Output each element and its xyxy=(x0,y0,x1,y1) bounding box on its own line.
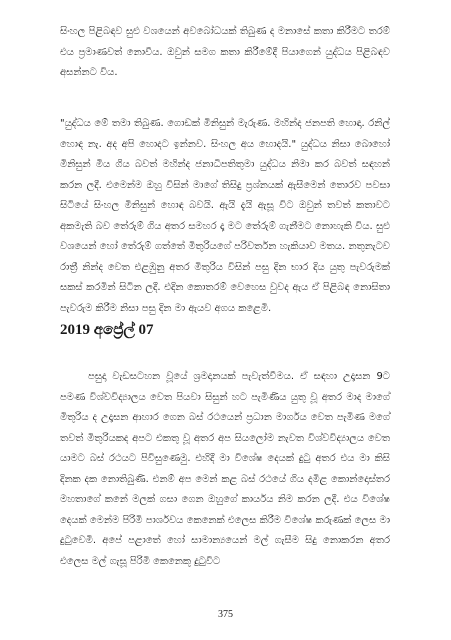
date-heading: 2019 අප්‍රේල් 07 xyxy=(60,322,154,338)
paragraph-quote: "යුද්ධය මේ තමා තිබුණ. ගොඩක් මිනිසුන් මැරුණ. මහින්ද ජනපති හොඳා. රනිල් හොඳ නැ. අද අපි හොදට ඉන්නව. සිංහල අය හොදයි." යුද්ධය නිසා බොහෝ මිනිසුන් මිය ගිය බවත් මහින්ද ජනාධිපතිතුමා යුද්ධය නිමා කර බවත් සඳහන් කරන ලදී. එමෙන්ම ඔහු විසින් මාගේ තිසිදු ප්‍රශ්නයක් ඇසීමෙන් තොරව පවසා සිටියේ සිංහල මිනිසුන් හොඳ බවයි. ඇයි දැයි ඇසූ විට ඔවුන් තවත් කතාවට අකමැති බව තේරුම් ගිය අතර සමහර දෑ මට තේරුම් ගැනීමට නොහැකි විය. සුළු වශයෙන් හෝ තේරුම් ගත්තේ මිතුරියගේ පරිවර්තන හැකියාව මතය. නතුනැටව රාත්‍රී නින්ද වෙත එළඹුනු අතර මිතුරිය විසින් පසු දින භාර දිය යුතු පැවරුමක් සකස් කරමින් සිටින ලදී. එදින කොතරම් වෙහෙස වුවද ඇය ඒ පිළිබඳ නොසිතා පැවරුම කිරීම නිසා පසු දින මා ඇයව අගය කළෙමි. xyxy=(60,118,390,314)
paragraph-intro: සිංහල පිළිබඳව සුළු වශයෙන් අවබෝධයක් තිබුණ ද මනාසේ කතා කිරීමට තරම් එය ප්‍රමාණවත් නොවීය. ඔවුන් සමග කතා කිරීමේදී පියාගෙන් යුද්ධය පිළිබඳව අසන්නට විය. xyxy=(60,26,390,78)
page-number: 375 xyxy=(218,609,233,620)
paragraph-shramadana: පසුදා වැඩසටහන වූයේ ශ්‍රමදානයක් පැවැත්වීමය. ඒ සඳහා උදෑසන 9ට පමණ විශ්වවිද්‍යාලය වෙත පියවා සිසුන් හට පැමිණිය යුතු වූ අතර මාද මාගේ මිතුරිය ද උදෑසන ආහාර ගෙන බස් රථයෙන් ප්‍රධාන මාර්ගය වෙත පැමිණ මගේ තවත් මිතුරියකද අපට එකතු වූ අතර අප සියලෝම නැවත විශ්වවිද්‍යාලය වෙත යාමට බස් රථයට පිවිසුණෙමු. එහිදී මා විශේෂ දෙයක් දුටු අතර එය මා කිසි දිනක දක නොතිබුණි. එනම් අප මෙන් කළ බස් රථයේ ගිය දමිළ කොන්දොස්තර මහතාගේ කනේ මලක් ගසා ගෙන ඔහුගේ කාර්යය නිම කරන ලදී. එය විශේෂ දෙයක් මෙන්ම පිරිමි පාර්ශවය කෙනෙක් එලෙස කිරීම විශේෂ කරුණක් ලෙස මා දුටුවෙමි. අපේ පළාතේ හෝ සාමාන්‍යයෙන් මල් ගැසීම සිදු නොකරන අතර එලෙස මල් ගැසූ පිරිමි කෙනෙකු දුටුවිට xyxy=(60,371,390,567)
